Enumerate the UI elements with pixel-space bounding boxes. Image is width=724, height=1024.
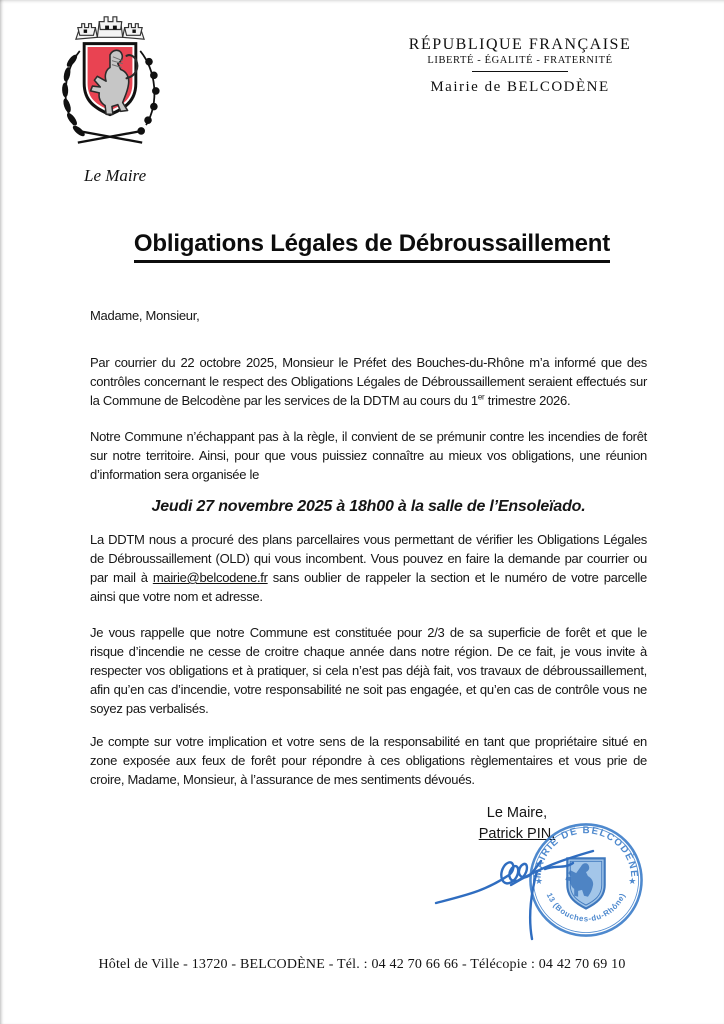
paragraph-controls-rest: trimestre 2026. [484,393,571,408]
mural-crown-icon [76,17,144,39]
salutation: Madame, Monsieur, [90,308,200,323]
paragraph-meeting-intro: Notre Commune n’échappant pas à la règle, il convient de se prémunir contre les incendies de forêt sur notre territoire. Ainsi, pour que vous puissiez connaître au mieux vos obligations, une réunion d’information sera organisée le [90,429,647,482]
paragraph-reminder: Je vous rappelle que notre Commune est constituée pour 2/3 de sa superficie de forêt et que le risque d’incendie ne cesse de croitre chaque année dans notre région. De ce fait, je vous invite à respecter vos obligations et à pratiquer, si cela n’est pas déjà fait, vos travaux de débroussaillement, afin qu’en cas d’incendie, votre responsabilité ne soit pas engagée, et qu’en cas de contrôle vous ne soyez pas verbalisés. [90,625,647,716]
republic-header [396,36,644,96]
footer-address: Hôtel de Ville - 13720 - BELCODÈNE - Tél. : 04 42 70 66 66 - Télécopie : 04 42 70 69 10 [98,957,626,972]
laurel-branch-icon [62,51,85,137]
meeting-date-line: Jeudi 27 novembre 2025 à 18h00 à la salle de l’Ensoleïado. [151,498,586,515]
stamp-star-right: ★ [628,875,637,886]
stamp-star-left: ★ [534,875,543,886]
ordinal-superscript: er [477,392,485,402]
header-divider [472,71,568,72]
handwritten-signature-icon [433,831,645,946]
shield-icon [83,42,138,116]
paragraph-parcel-plans [90,530,647,606]
paragraph-controls [90,353,647,410]
crest-caption: Le Maire [84,166,147,185]
paragraph-parcel-after: sans oublier de rappeler la section et le numéro de votre parcelle ainsi que votre nom et adresse. [90,570,647,604]
letter-body [90,306,647,789]
stamp-bottom-text: 13 (Bouches-du-Rhône) [544,891,628,924]
paragraph-controls-text: Par courrier du 22 octobre 2025, Monsieur le Préfet des Bouches-du-Rhône m’a informé que des contrôles concernant le respect des Obligations Légales de Débroussaillement seraient effectués sur la Commune de Belcodène par les services de la DDTM au cours du 1 [90,355,647,408]
ribbon-icon [78,131,142,143]
paragraph-closing: Je compte sur votre implication et votre sens de la responsabilité en tant que propriétaire situé en zone exposée aux feux de forêt pour répondre à ces obligations règlementaires et vous prie de croire, Madame, Monsieur, à l’assurance de mes sentiments dévoués. [90,734,647,787]
signoff-title: Le Maire, [486,805,548,821]
letter-title: Obligations Légales de Débroussaillement [134,230,610,263]
mairie-name: Mairie de BELCODÈNE [430,79,610,95]
republic-title: RÉPUBLIQUE FRANÇAISE [408,36,632,53]
republic-motto: LIBERTÉ - ÉGALITÉ - FRATERNITÉ [427,55,613,66]
paragraph-parcel-before: La DDTM nous a procuré des plans parcellaires vous permettant de vérifier les Obligations Légales de Débroussaillement (OLD) qui vous incombent. Vous pouvez en faire la demande par courrier ou par mail à [90,532,647,585]
coat-of-arms-icon [55,10,165,166]
signoff-name: Patrick PIN. [478,826,556,842]
email-link[interactable]: mairie@belcodene.fr [152,570,268,585]
stamp-top-text: MAIRIE DE BELCODÈNE [532,825,640,879]
title-wrap [0,230,724,263]
oak-branch-icon [138,51,159,134]
